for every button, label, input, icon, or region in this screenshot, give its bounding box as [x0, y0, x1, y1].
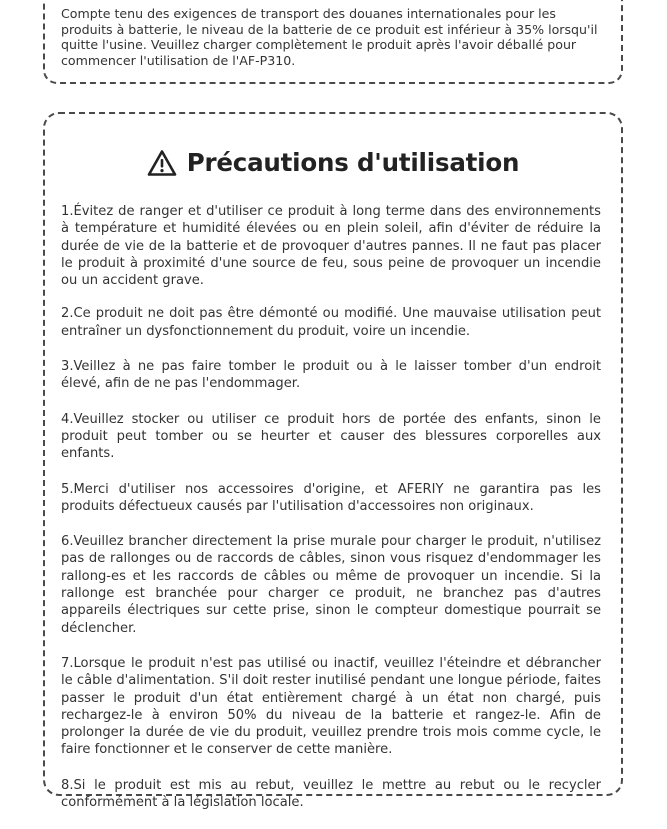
- precaution-item: 7.Lorsque le produit n'est pas utilisé ou inactif, veuillez l'éteindre et débrancher le câble d'alimentation. S'il doit rester inutilisé pendant une longue période, faites passer le produit d'un état entièrement chargé à un état non chargé, puis rechargez-le à environ 50% du niveau de la batterie et rangez-le. Afin de prolonger la durée de vie du produit, veuillez prendre trois mois comme cycle, le faire fonctionner et le conserver de cette manière.: [61, 655, 601, 758]
- precaution-item: 3.Veillez à ne pas faire tomber le produit ou à le laisser tomber d'un endroit élevé, afin de ne pas l'endommager.: [61, 359, 601, 392]
- precaution-item: 1.Évitez de ranger et d'utiliser ce produit à long terme dans des environnements à température et humidité élevées ou en plein soleil, afin d'éviter de réduire la durée de vie de la batterie et de provoquer d'autres pannes. Il ne faut pas placer le produit à proximité d'une source de feu, sous peine de provoquer un incendie ou un accident grave.: [61, 204, 601, 289]
- precautions-list: [61, 203, 601, 829]
- precautions-card: [43, 112, 623, 811]
- battery-note-text: Compte tenu des exigences de transport des douanes internationales pour les produits à batterie, le niveau de la batterie de ce produit est inférieur à 35% lorsqu'il quitte l'usine. Veuillez charger complètement le produit après l'avoir déballé pour commencer l'utilisation de l'AF-P310.: [61, 6, 598, 68]
- precautions-title: Précautions d'utilisation: [186, 148, 520, 177]
- precaution-item: 2.Ce produit ne doit pas être démonté ou modifié. Une mauvaise utilisation peut entraîner un dysfonctionnement du produit, voire un incendie.: [61, 306, 601, 339]
- battery-note-card: [43, 0, 623, 84]
- precaution-item: 6.Veuillez brancher directement la prise murale pour charger le produit, n'utilisez pas de rallonges ou de raccords de câbles, sinon vous risquez d'endommager les rallong-es et les raccords de câbles ou même de provoquer un incendie. Si la rallonge est branchée pour charger ce produit, ne branchez pas d'autres appareils électriques sur cette prise, sinon le compteur domestique pourrait se déclencher.: [61, 534, 601, 636]
- precaution-item: 4.Veuillez stocker ou utiliser ce produit hors de portée des enfants, sinon le produit peut tomber ou se heurter et causer des blessures corporelles aux enfants.: [61, 411, 601, 462]
- precaution-item: 5.Merci d'utiliser nos accessoires d'origine, et AFERIY ne garantira pas les produits défectueux causés par l'utilisation d'accessoires non originaux.: [61, 481, 601, 514]
- warning-triangle-icon: [147, 149, 177, 177]
- precaution-item: 8.Si le produit est mis au rebut, veuillez le mettre au rebut ou le recycler conformément à la législation locale.: [61, 777, 601, 811]
- precautions-heading: [45, 148, 621, 177]
